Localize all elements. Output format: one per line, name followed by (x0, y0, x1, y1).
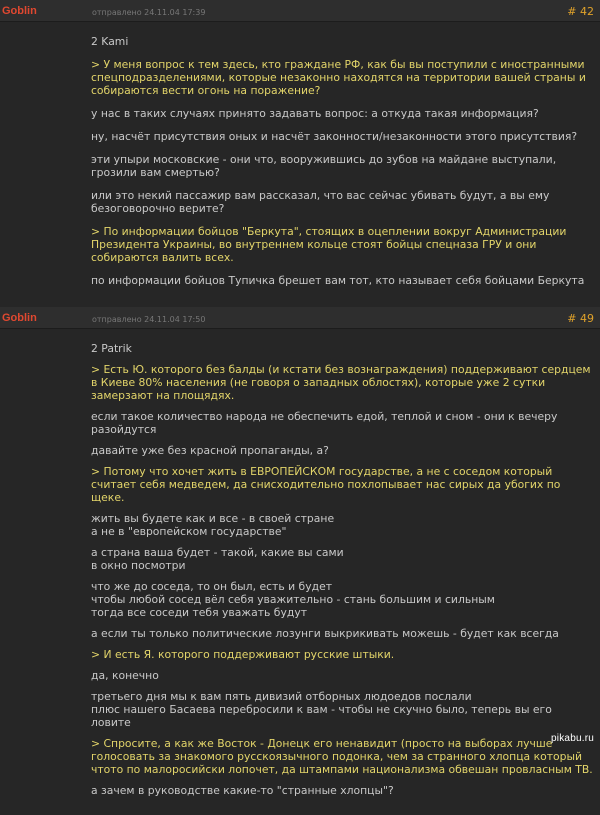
post-paragraph: 2 Kami (91, 35, 129, 48)
post-timestamp: отправлено 24.11.04 17:50 (92, 315, 206, 324)
quote-paragraph: > Спросите, а как же Восток - Донецк его ненавидит (просто на выборах лучше голосовать за знакомого русскоязычного подонка, чем за странного хлопца который чтото по малоросийски лопочет, да штампами национализма обвешан провласным ТВ. (91, 737, 593, 776)
post-paragraph: а страна ваша будет - такой, какие вы сами в окно посмотри (91, 546, 344, 572)
post-number[interactable]: # 49 (567, 312, 594, 325)
post-paragraph: да, конечно (91, 669, 159, 682)
forum-post (0, 0, 600, 307)
post-paragraph: или это некий пассажир вам рассказал, что вас сейчас убивать будут, а вы ему безоговорочно верите? (91, 189, 550, 215)
post-paragraph: 2 Patrik (91, 342, 132, 355)
post-paragraph: давайте уже без красной пропаганды, а? (91, 444, 329, 457)
post-paragraph: а если ты только политические лозунги выкрикивать можешь - будет как всегда (91, 627, 559, 640)
post-paragraph: ну, насчёт присутствия оных и насчёт законности/незаконности этого присутствия? (91, 130, 578, 143)
quote-paragraph: > У меня вопрос к тем здесь, кто граждане РФ, как бы вы поступили с иностранными спецподразделениями, которые незаконно находятся на территории вашей страны и собираются вести огонь на поражение? (91, 58, 586, 97)
post-paragraph: по информации бойцов Тупичка брешет вам тот, кто называет себя бойцами Беркута (91, 274, 585, 287)
post-paragraph: жить вы будете как и все - в своей стране а не в "европейском государстве" (91, 512, 335, 538)
quote-paragraph: > Есть Ю. которого без балды (и кстати без вознаграждения) поддерживают сердцем в Киеве 80% населения (не говоря о западных облостях), которые уже 2 сутки замерзают на площядях. (91, 363, 591, 402)
post-body (85, 329, 600, 815)
post-author[interactable]: Goblin (2, 312, 37, 324)
quote-paragraph: > Потому что хочет жить в ЕВРОПЕЙСКОМ государстве, а не с соседом который считает себя медведем, да снисходительно похлопывает нас сирых да убогих по щеке. (91, 465, 561, 504)
post-paragraph: если такое количество народа не обеспечить едой, теплой и сном - они к вечеру разойдутся (91, 410, 558, 436)
quote-paragraph: > По информации бойцов "Беркута", стоящих в оцеплении вокруг Администрации Президента Украины, во внутреннем кольце стоят бойцы спецназа ГРУ и они собираются валить всех. (91, 225, 567, 264)
post-timestamp: отправлено 24.11.04 17:39 (92, 8, 206, 17)
post-author[interactable]: Goblin (2, 5, 37, 17)
post-paragraph: эти упыри московские - они что, вооружившись до зубов на майдане выступали, грозили вам смертью? (91, 153, 557, 179)
post-number[interactable]: # 42 (567, 5, 594, 18)
post-paragraph: а зачем в руководстве какие-то "странные хлопцы"? (91, 784, 394, 797)
post-body (85, 22, 600, 307)
post-paragraph: у нас в таких случаях принято задавать вопрос: а откуда такая информация? (91, 107, 539, 120)
post-paragraph: третьего дня мы к вам пять дивизий отборных людоедов послали плюс нашего Басаева перебросили к вам - чтобы не скучно было, теперь вы его ловите (91, 690, 552, 729)
post-paragraph: что же до соседа, то он был, есть и будет чтобы любой сосед вёл себя уважительно - стань большим и сильным тогда все соседи тебя уважать будут (91, 580, 495, 619)
post-header (0, 307, 600, 329)
post-header (0, 0, 600, 22)
site-watermark: pikabu.ru (551, 733, 594, 744)
quote-paragraph: > И есть Я. которого поддерживают русские штыки. (91, 648, 395, 661)
forum-post (0, 307, 600, 815)
